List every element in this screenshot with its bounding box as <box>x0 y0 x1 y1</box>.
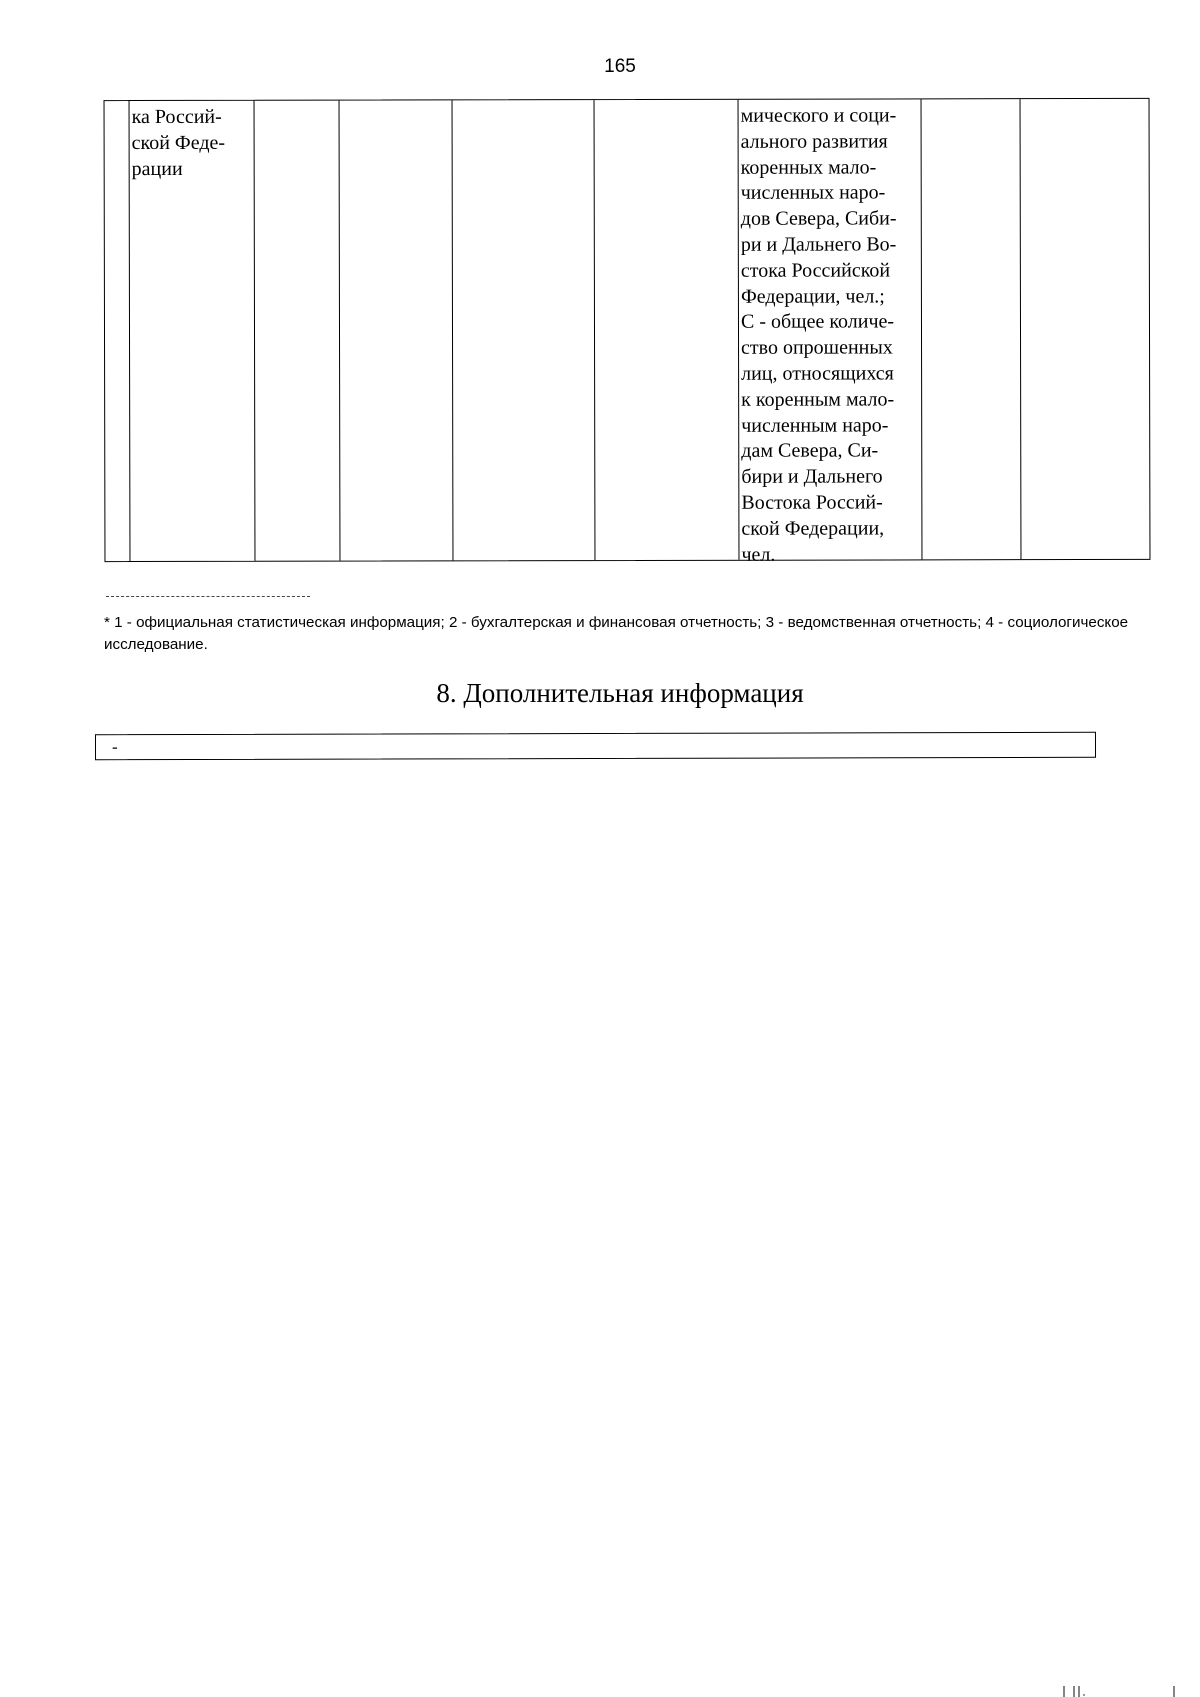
cell-line: ской Федерации, <box>741 517 885 540</box>
column-divider <box>921 99 923 559</box>
cell-line: Федерации, чел.; <box>740 285 885 308</box>
scan-marks <box>1062 1686 1182 1697</box>
footnote-separator <box>106 596 310 597</box>
cell-line: численных наро- <box>740 181 886 205</box>
cell-line: к коренным мало- <box>741 388 895 411</box>
table-cell-subject <box>132 105 226 183</box>
cell-line: коренных мало- <box>740 156 877 179</box>
cell-line: численным наро- <box>741 414 889 437</box>
section-title: 8. Дополнительная информация <box>436 678 804 708</box>
cell-line: ального развития <box>740 130 888 153</box>
cell-line: ри и Дальнего Во- <box>740 233 897 256</box>
column-divider <box>738 100 740 560</box>
additional-info-value: - <box>111 737 118 757</box>
table-cell-formula-description <box>741 103 898 568</box>
cell-line: ство опрошенных <box>741 336 893 359</box>
cell-line: чел. <box>741 543 776 566</box>
column-divider <box>254 101 256 561</box>
page-number: 165 <box>604 56 636 77</box>
cell-line: стока Российской <box>740 259 891 282</box>
column-divider <box>452 100 454 560</box>
column-divider <box>1020 99 1022 559</box>
indicators-table <box>104 98 1151 566</box>
column-divider <box>129 101 131 561</box>
cell-line: ской Феде- <box>131 131 226 154</box>
cell-line: ка Россий- <box>131 105 222 129</box>
additional-info-box <box>95 732 1096 760</box>
cell-line: С - общее количе- <box>740 310 895 334</box>
footnote: * 1 - официальная статистическая информация; 2 - бухгалтерская и финансовая отчетность; 3 - ведомственная отчетность; 4 - социологическое исследование. <box>104 614 1129 653</box>
cell-line: дов Севера, Сиби- <box>740 207 897 230</box>
cell-line: Востока Россий- <box>741 491 883 514</box>
cell-line: рации <box>131 157 183 180</box>
cell-line: лиц, относящихся <box>741 362 894 385</box>
column-divider <box>594 100 596 560</box>
cell-line: дам Севера, Си- <box>741 439 879 463</box>
cell-line: бири и Дальнего <box>741 465 883 488</box>
column-divider <box>339 101 341 561</box>
cell-line: мического и соци- <box>740 104 897 127</box>
